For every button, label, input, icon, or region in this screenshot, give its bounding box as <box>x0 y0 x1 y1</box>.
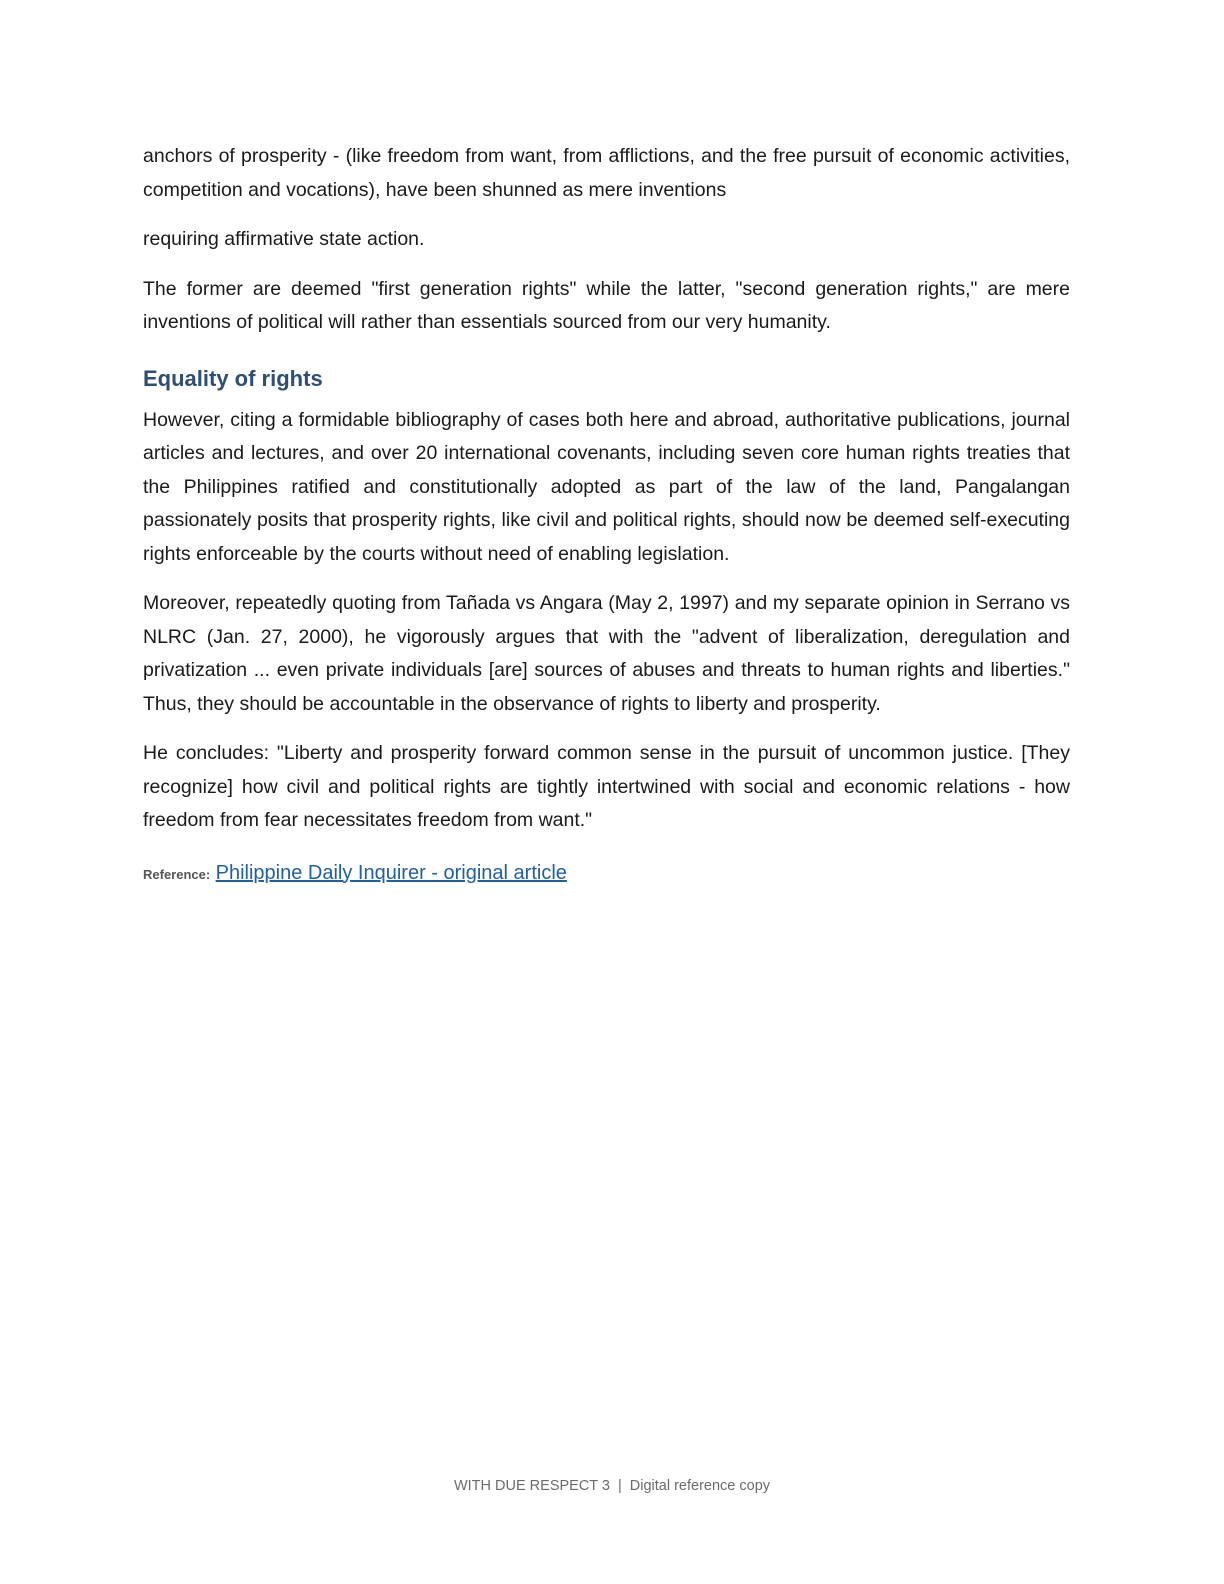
page-body <box>143 140 1070 890</box>
paragraph-generation-rights: The former are deemed "first generation rights" while the latter, "second generation rights," are mere inventions of political will rather than essentials sourced from our very humanity. <box>143 277 1070 333</box>
paragraph-affirmative-state-action: requiring affirmative state action. <box>143 228 425 250</box>
paragraph-citing-bibliography: However, citing a formidable bibliography of cases both here and abroad, authoritative publications, journal articles and lectures, and over 20 international covenants, including seven core human rights treaties that the Philippines ratified and constitutionally adopted as part of the law of the land, Pangalangan passionately posits that prosperity rights, like civil and political rights, should now be deemed self-executing rights enforceable by the courts without need of enabling legislation. <box>143 408 1070 565</box>
paragraph-anchors-of-prosperity: anchors of prosperity - (like freedom from want, from afflictions, and the free pursuit of economic activities, competition and vocations), have been shunned as mere inventions <box>143 145 1070 201</box>
reference-line <box>143 858 1070 890</box>
page-footer <box>0 1478 1224 1494</box>
section-heading: Equality of rights <box>143 365 323 391</box>
reference-label: Reference: <box>143 866 211 882</box>
reference-link[interactable]: Philippine Daily Inquirer - original article <box>215 861 567 884</box>
footer-title: WITH DUE RESPECT 3 <box>453 1478 610 1494</box>
paragraph-tanada-vs-angara: Moreover, repeatedly quoting from Tañada vs Angara (May 2, 1997) and my separate opinion in Serrano vs NLRC (Jan. 27, 2000), he vigorously argues that with the "advent of liberalization, deregulation and privatization ... even private individuals [are] sources of abuses and threats to human rights and liberties." Thus, they should be accountable in the observance of rights to liberty and prosperity. <box>143 592 1070 715</box>
footer-separator: | <box>618 1478 622 1494</box>
footer-subtitle: Digital reference copy <box>629 1478 771 1494</box>
paragraph-conclusion: He concludes: "Liberty and prosperity forward common sense in the pursuit of uncommon justice. [They recognize] how civil and political rights are tightly intertwined with social and economic relations - how freedom from fear necessitates freedom from want." <box>143 742 1070 831</box>
